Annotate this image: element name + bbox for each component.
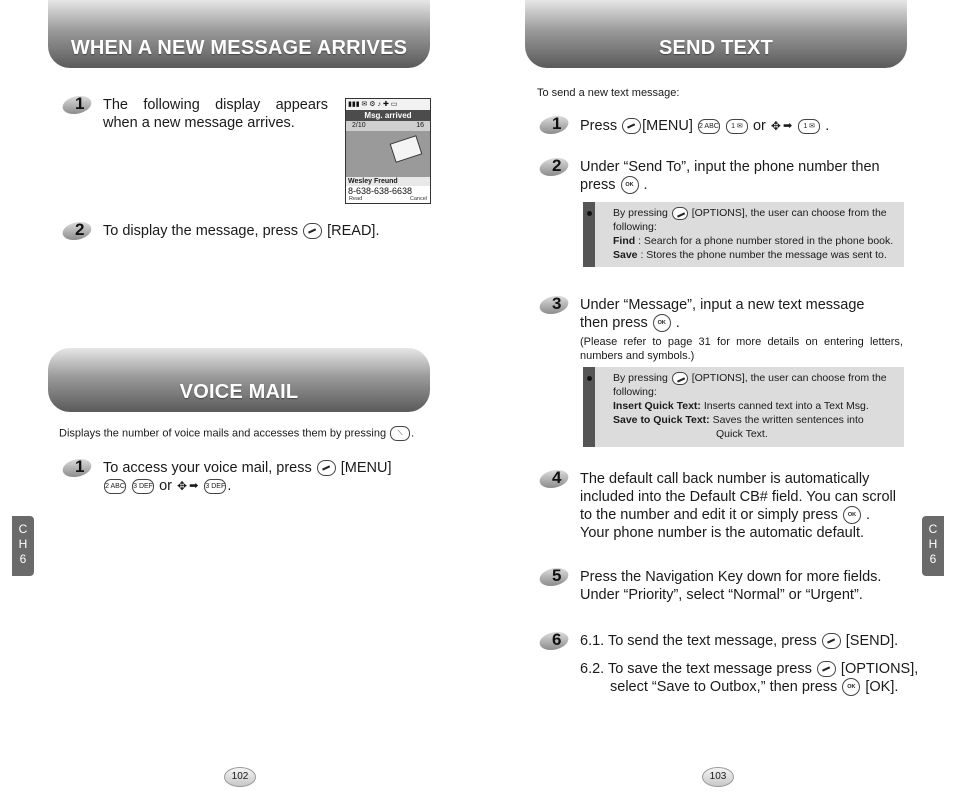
note-box-send-to: By pressing [OPTIONS], the user can choose from the following: Find : Search for a phone number stored in the phone book. Save : Stores the phone number the message was sent to.	[583, 202, 904, 267]
chapter-tab-right: C H 6	[922, 516, 944, 576]
msg-count: 2/10	[352, 122, 366, 129]
section-title-voice-mail	[48, 348, 430, 412]
step-number-2: 2	[540, 154, 570, 184]
step-3-text: Under “Message”, input a new text message then press OK .	[580, 297, 865, 331]
step-5-text: Press the Navigation Key down for more fields. Under “Priority”, select “Normal” or “Urgent”.	[580, 569, 882, 603]
step-number-1: 1	[63, 92, 93, 122]
left-softkey-icon	[622, 118, 641, 134]
step-4-text: The default call back number is automatically included into the Default CB# field. You can scroll to the number and edit it or simply press OK . Your phone number is the automatic default.	[580, 471, 896, 542]
key-1-icon: 1 ✉	[726, 119, 748, 134]
left-softkey-icon	[672, 207, 688, 220]
left-softkey-icon	[817, 661, 836, 677]
envelope-icon	[390, 135, 423, 163]
voice-mail-intro: Displays the number of voice mails and accesses them by pressing ⟍ .	[59, 427, 415, 440]
key-2-icon: 2 ABC	[698, 119, 720, 134]
key-1-icon: 1 ✉	[798, 119, 820, 134]
phone-softkeys	[346, 196, 430, 203]
section-title-new-message	[48, 0, 430, 68]
key-3-icon: 3 DEF	[204, 479, 226, 494]
page-number-right: 103	[702, 767, 734, 787]
nav-key-icon: ✥	[770, 119, 781, 134]
phone-counts	[346, 121, 430, 131]
step-2-text: Under “Send To”, input the phone number then press OK .	[580, 159, 880, 193]
voice-count: 16	[416, 122, 424, 129]
step-1-text: Press [MENU] 2 ABC 1 ✉ or ✥ ➡ 1 ✉ .	[580, 118, 830, 134]
soft-right-label: Cancel	[409, 196, 427, 202]
soft-left-label: Read	[349, 196, 363, 202]
nav-key-icon: ✥	[177, 479, 188, 494]
vm-step-number-1: 1	[63, 455, 93, 485]
ok-key-icon: OK	[653, 314, 671, 332]
ok-key-icon: OK	[621, 176, 639, 194]
step-1-text: The following display appears when a new message arrives.	[103, 97, 328, 131]
vm-step-1-text: To access your voice mail, press [MENU] 2 ABC 3 DEF or ✥ ➡ 3 DEF .	[103, 460, 392, 494]
phone-title: Msg. arrived	[346, 110, 430, 121]
bullet-icon	[587, 211, 592, 216]
chapter-tab-left: C H 6	[12, 516, 34, 576]
step-6-2-text: 6.2. To save the text message press [OPTIONS], select “Save to Outbox,” then press OK [OK].	[580, 661, 919, 695]
step-3-paren: (Please refer to page 31 for more details on entering letters, numbers and symbols.)	[580, 336, 903, 362]
phone-display-image	[345, 98, 431, 204]
step-number-3: 3	[540, 292, 570, 322]
step-number-6: 6	[540, 628, 570, 658]
status-bar: ▮▮▮ ✉ ⚙ ♪ ✚ ▭	[346, 99, 430, 110]
step-6-1-text: 6.1. To send the text message, press [SEND].	[580, 633, 899, 649]
section-title-text: VOICE MAIL	[179, 381, 299, 403]
step-number-1: 1	[540, 112, 570, 142]
left-softkey-icon	[317, 460, 336, 476]
section-title-text: WHEN A NEW MESSAGE ARRIVES	[70, 37, 408, 59]
left-softkey-icon	[303, 223, 322, 239]
bullet-icon	[587, 376, 592, 381]
phone-body	[346, 131, 430, 177]
note-box-message: By pressing [OPTIONS], the user can choose from the following: Insert Quick Text: Inserts canned text into a Text Msg. Save to Quick Text: Saves the written sentences into Quick Text.	[583, 367, 904, 447]
send-text-intro: To send a new text message:	[537, 87, 680, 99]
step-number-4: 4	[540, 466, 570, 496]
key-3-icon: 3 DEF	[132, 479, 154, 494]
sender-name: Wesley Freund	[346, 177, 430, 186]
right-softkey-icon	[822, 633, 841, 649]
arrow-right-icon: ➡	[189, 480, 199, 493]
page-number-left: 102	[224, 767, 256, 787]
step-number-2: 2	[63, 218, 93, 248]
step-2-text: To display the message, press [READ].	[103, 223, 380, 239]
ok-key-icon: OK	[842, 678, 860, 696]
section-title-text: SEND TEXT	[658, 37, 774, 59]
ok-key-icon: OK	[843, 506, 861, 524]
section-title-send-text	[525, 0, 907, 68]
voicemail-key-icon: ⟍	[390, 426, 410, 441]
arrow-right-icon: ➡	[782, 120, 793, 133]
left-softkey-icon	[672, 372, 688, 385]
step-number-5: 5	[540, 564, 570, 594]
key-2-icon: 2 ABC	[104, 479, 126, 494]
sender-number: 8-638-638-6638	[346, 186, 430, 196]
